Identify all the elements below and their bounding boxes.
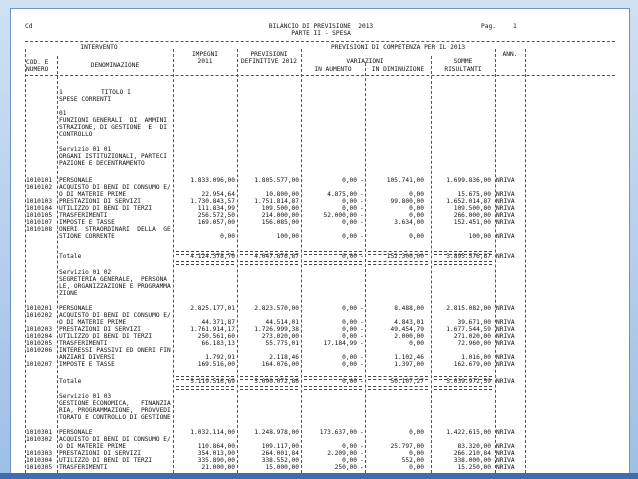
rule-v xyxy=(25,49,26,473)
row-value-som: 100,00 xyxy=(468,233,491,240)
row-value-som: 1.677.544,59 xyxy=(446,326,491,333)
row-dash: - xyxy=(360,212,364,219)
row-dash: - xyxy=(360,340,364,347)
row-dash: - xyxy=(360,354,364,361)
row-value-prev: 10.800,00 xyxy=(265,191,299,198)
col-cod: COD. E xyxy=(26,59,49,66)
row-value-dim: 2.000,00 xyxy=(394,333,424,340)
row-code: 1010305 xyxy=(26,464,53,471)
servizio-line: TORATO E CONTROLLO DI GESTIONE xyxy=(59,414,171,421)
total-value-aum: 0,00 xyxy=(342,253,357,260)
row-value-som: 109.500,00 xyxy=(453,205,491,212)
total-value-prev: 4.047.876,87 xyxy=(254,253,299,260)
rule-v xyxy=(57,56,58,473)
bottom-bar xyxy=(0,473,638,479)
row-value-prev: 1.726.999,38 xyxy=(254,326,299,333)
total-rule xyxy=(434,376,492,380)
row-dash: - xyxy=(360,457,364,464)
rule-v xyxy=(237,49,238,473)
row-value-som: 72.960,00 xyxy=(457,340,491,347)
servizio-line: ZIONE xyxy=(59,290,78,297)
row-code: 1010206 xyxy=(26,347,53,354)
row-value-aum: 17.184,99 xyxy=(323,340,357,347)
row-value-prev: 2.823.570,00 xyxy=(254,305,299,312)
row-description: ONERI STRAORDINARI DELLA GE xyxy=(59,226,171,233)
row-value-imp: 21.000,00 xyxy=(201,464,235,471)
total-rule xyxy=(240,376,298,380)
row-description: TRASFERIMENTI xyxy=(59,340,108,347)
row-ann: NRIVA xyxy=(496,191,515,198)
row-ann: NRIVA xyxy=(496,212,515,219)
funzione-line: STRAZIONE, DI GESTIONE E DI xyxy=(59,124,168,131)
row-ann: NRIVA xyxy=(496,305,515,312)
row-ann: NRIVA xyxy=(496,219,515,226)
row-dash: - xyxy=(360,378,364,385)
row-value-imp: 1.833.096,00 xyxy=(190,177,235,184)
total-rule xyxy=(434,261,492,265)
funzione-line: CONTROLLO xyxy=(59,131,93,138)
total-value-som: 3.895.576,87 xyxy=(446,253,491,260)
total-rule xyxy=(240,261,298,265)
row-value-aum: 4.875,00 xyxy=(327,191,357,198)
row-value-som: 266.000,00 xyxy=(453,212,491,219)
total-rule xyxy=(368,386,428,390)
row-code: 1010204 xyxy=(26,333,53,340)
row-dash: - xyxy=(360,305,364,312)
report-title: BILANCIO DI PREVISIONE 2013 xyxy=(268,23,374,30)
row-value-imp: 1.761.914,17 xyxy=(190,326,235,333)
row-value-som: 2.815.082,00 xyxy=(446,305,491,312)
row-value-aum: 0,00 xyxy=(342,177,357,184)
row-value-imp: 110.864,00 xyxy=(197,443,235,450)
row-value-aum: 52.000,00 xyxy=(323,212,357,219)
row-value-dim: 4.843,01 xyxy=(394,319,424,326)
col-risultanti: RISULTANTI xyxy=(444,66,482,73)
row-value-aum: 0,00 xyxy=(342,333,357,340)
servizio-line: RIA, PROGRAMMAZIONE, PROVVEDI xyxy=(59,407,171,414)
total-rule xyxy=(368,251,428,255)
total-rule xyxy=(176,251,234,255)
row-value-imp: 111.834,99 xyxy=(197,205,235,212)
row-ann: NRIVA xyxy=(496,205,515,212)
row-ann: NRIVA xyxy=(496,361,515,368)
row-value-aum: 0,00 xyxy=(342,205,357,212)
rule-v xyxy=(525,49,526,473)
row-description: O DI MATERIE PRIME xyxy=(59,443,127,450)
row-value-prev: 214.000,00 xyxy=(261,212,299,219)
row-value-dim: 552,00 xyxy=(401,457,424,464)
row-dash: - xyxy=(360,450,364,457)
row-value-som: 39.671,00 xyxy=(457,319,491,326)
report-subtitle: PARTE II - SPESA xyxy=(291,30,351,37)
servizio-line: SEGRETERIA GENERALE, PERSONA xyxy=(59,276,168,283)
total-rule xyxy=(240,386,298,390)
row-value-dim: 0,00 xyxy=(409,340,424,347)
col-impegni: IMPEGNI xyxy=(191,51,219,58)
header-rule-bottom xyxy=(25,75,615,76)
row-description: UTILIZZO DI BENI DI TERZI xyxy=(59,205,153,212)
row-description: PERSONALE xyxy=(59,177,93,184)
row-code: 1010101 xyxy=(26,177,53,184)
row-description: PRESTAZIONI DI SERVIZI xyxy=(59,450,141,457)
row-ann: NRIVA xyxy=(496,464,515,471)
row-ann: NRIVA xyxy=(496,443,515,450)
row-value-aum: 0,00 xyxy=(342,326,357,333)
servizio-line: ORGANI ISTITUZIONALI, PARTECI xyxy=(59,153,168,160)
row-description: ACQUISTO DI BENI DI CONSUMO E/ xyxy=(59,184,171,191)
row-value-aum: 250,00 xyxy=(334,464,357,471)
row-value-prev: 109.117,00 xyxy=(261,443,299,450)
total-ann: NRIVA xyxy=(496,378,515,385)
total-rule xyxy=(176,386,234,390)
row-dash: - xyxy=(360,205,364,212)
row-ann: NRIVA xyxy=(496,177,515,184)
row-code: 1010201 xyxy=(26,305,53,312)
col-denominazione: DENOMINAZIONE xyxy=(90,62,140,69)
row-description: PERSONALE xyxy=(59,305,93,312)
row-value-prev: 55.775,01 xyxy=(265,340,299,347)
row-dash: - xyxy=(360,319,364,326)
total-label: Totale xyxy=(59,378,82,385)
total-value-dim: 50.107,27 xyxy=(390,378,424,385)
row-value-som: 1.652.014,87 xyxy=(446,198,491,205)
row-description: PRESTAZIONI DI SERVIZI xyxy=(59,326,141,333)
row-code: 1010105 xyxy=(26,212,53,219)
row-code: 1010104 xyxy=(26,205,53,212)
total-rule xyxy=(304,376,362,380)
row-dash: - xyxy=(360,219,364,226)
row-value-imp: 1.792,91 xyxy=(205,354,235,361)
row-value-prev: 1.248.978,00 xyxy=(254,429,299,436)
row-value-prev: 156.085,00 xyxy=(261,219,299,226)
report-code: Cd xyxy=(25,23,33,30)
row-value-dim: 8.488,00 xyxy=(394,305,424,312)
total-rule xyxy=(368,261,428,265)
row-value-imp: 0,00 xyxy=(220,233,235,240)
row-value-imp: 22.954,64 xyxy=(201,191,235,198)
row-value-aum: 0,00 xyxy=(342,219,357,226)
row-code: 1010302 xyxy=(26,436,53,443)
header-rule-top xyxy=(25,41,615,42)
col-in-aumento: IN AUMENTO xyxy=(314,66,352,73)
row-description: STIONE CORRENTE xyxy=(59,233,115,240)
row-value-dim: 1.102,46 xyxy=(394,354,424,361)
servizio-heading: Servizio 01 02 xyxy=(59,269,112,276)
total-value-som: 5.039.972,59 xyxy=(446,378,491,385)
row-description: ACQUISTO DI BENI DI CONSUMO E/ xyxy=(59,312,171,319)
total-value-dim: 152.300,00 xyxy=(386,253,424,260)
row-code: 1010102 xyxy=(26,184,53,191)
row-code: 1010301 xyxy=(26,429,53,436)
row-code: 1010107 xyxy=(26,219,53,226)
row-value-dim: 1.397,00 xyxy=(394,361,424,368)
row-value-prev: 15.000,00 xyxy=(265,464,299,471)
col-intervento: INTERVENTO xyxy=(80,44,118,51)
funzione-number: 01 xyxy=(59,110,67,117)
row-code: 1010303 xyxy=(26,450,53,457)
total-value-prev: 5.090.072,86 xyxy=(254,378,299,385)
row-description: IMPOSTE E TASSE xyxy=(59,361,115,368)
row-description: INTERESSI PASSIVI ED ONERI FIN xyxy=(59,347,171,354)
row-dash: - xyxy=(360,443,364,450)
col-somme: SOMME xyxy=(453,58,473,65)
col-previsioni: PREVISIONI xyxy=(250,51,288,58)
row-value-som: 83.320,00 xyxy=(457,443,491,450)
row-description: PRESTAZIONI DI SERVIZI xyxy=(59,198,141,205)
col-in-diminuzione: IN DIMINUZIONE xyxy=(371,66,425,73)
row-code: 1010202 xyxy=(26,312,53,319)
row-ann: NRIVA xyxy=(496,340,515,347)
row-value-aum: 0,00 xyxy=(342,233,357,240)
servizio-line: GESTIONE ECONOMICA, FINANZIA xyxy=(59,400,171,407)
row-dash: - xyxy=(360,177,364,184)
row-code: 1010103 xyxy=(26,198,53,205)
servizio-heading: Servizio 01 03 xyxy=(59,393,112,400)
row-value-imp: 169.516,00 xyxy=(197,361,235,368)
row-value-som: 152.451,00 xyxy=(453,219,491,226)
total-rule xyxy=(304,386,362,390)
row-value-imp: 335.890,00 xyxy=(197,457,235,464)
row-value-imp: 256.572,50 xyxy=(197,212,235,219)
row-description: UTILIZZO DI BENI DI TERZI xyxy=(59,457,153,464)
row-description: PERSONALE xyxy=(59,429,93,436)
total-rule xyxy=(240,251,298,255)
rule-v xyxy=(495,49,496,473)
row-value-prev: 1.751.814,87 xyxy=(254,198,299,205)
row-value-dim: 0,00 xyxy=(409,205,424,212)
row-value-som: 162.679,00 xyxy=(453,361,491,368)
total-value-aum: 0,00 xyxy=(342,378,357,385)
row-value-som: 271.020,00 xyxy=(453,333,491,340)
row-value-aum: 173.637,00 xyxy=(319,429,357,436)
row-value-prev: 338.552,00 xyxy=(261,457,299,464)
row-code: 1010205 xyxy=(26,340,53,347)
total-rule xyxy=(176,376,234,380)
row-value-prev: 264.001,84 xyxy=(261,450,299,457)
row-dash: - xyxy=(360,429,364,436)
rule-v xyxy=(173,49,174,473)
row-ann: NRIVA xyxy=(496,319,515,326)
row-description: UTILIZZO DI BENI DI TERZI xyxy=(59,333,153,340)
row-value-prev: 2.118,46 xyxy=(269,354,299,361)
rule-v xyxy=(365,63,366,473)
row-value-dim: 99.800,00 xyxy=(390,198,424,205)
row-value-som: 1.422.615,00 xyxy=(446,429,491,436)
row-ann: NRIVA xyxy=(496,198,515,205)
col-variazioni: VARIAZIONI xyxy=(346,58,384,65)
row-value-dim: 105.741,00 xyxy=(386,177,424,184)
row-code: 1010203 xyxy=(26,326,53,333)
row-value-aum: 0,00 xyxy=(342,198,357,205)
total-ann: NRIVA xyxy=(496,253,515,260)
servizio-line: PAZIONE E DECENTRAMENTO xyxy=(59,160,145,167)
row-description: ANZIARI DIVERSI xyxy=(59,354,115,361)
row-value-prev: 273.020,00 xyxy=(261,333,299,340)
row-value-dim: 0,00 xyxy=(409,233,424,240)
row-value-imp: 1.730.843,57 xyxy=(190,198,235,205)
row-value-prev: 109.500,00 xyxy=(261,205,299,212)
page-number: 1 xyxy=(513,23,517,30)
row-value-prev: 164.076,00 xyxy=(261,361,299,368)
row-value-imp: 354.013,90 xyxy=(197,450,235,457)
titolo-heading: TITOLO I xyxy=(101,89,131,96)
row-description: IMPOSTE E TASSE xyxy=(59,219,115,226)
row-value-imp: 169.057,00 xyxy=(197,219,235,226)
row-value-som: 1.016,00 xyxy=(461,354,491,361)
total-rule xyxy=(304,251,362,255)
row-value-dim: 3.634,00 xyxy=(394,219,424,226)
row-ann: NRIVA xyxy=(496,457,515,464)
row-ann: NRIVA xyxy=(496,354,515,361)
row-value-dim: 0,00 xyxy=(409,212,424,219)
row-ann: NRIVA xyxy=(496,326,515,333)
rule-v xyxy=(301,49,302,473)
row-value-prev: 1.805.577,00 xyxy=(254,177,299,184)
spese-correnti-heading: SPESE CORRENTI xyxy=(59,96,112,103)
total-rule xyxy=(368,376,428,380)
row-value-dim: 0,00 xyxy=(409,464,424,471)
row-value-aum: 0,00 xyxy=(342,305,357,312)
total-value-imp: 5.119.516,69 xyxy=(190,378,235,385)
row-dash: - xyxy=(360,198,364,205)
row-code: 1010108 xyxy=(26,226,53,233)
row-value-imp: 250.561,60 xyxy=(197,333,235,340)
row-value-aum: 2.209,00 xyxy=(327,450,357,457)
row-value-dim: 0,00 xyxy=(409,191,424,198)
row-value-aum: 0,00 xyxy=(342,443,357,450)
row-dash: - xyxy=(360,464,364,471)
total-rule xyxy=(434,251,492,255)
col-competenza: PREVISIONI DI COMPETENZA PER IL 2013 xyxy=(330,44,466,51)
row-value-som: 1.699.836,00 xyxy=(446,177,491,184)
row-value-prev: 44.514,01 xyxy=(265,319,299,326)
row-dash: - xyxy=(360,253,364,260)
titolo-number: 1 xyxy=(59,89,63,96)
row-value-aum: 0,00 xyxy=(342,457,357,464)
page-label: Pag. xyxy=(481,23,496,30)
servizio-line: LE, ORGANIZZAZIONE E PROGRAMMA xyxy=(59,283,171,290)
row-dash: - xyxy=(360,333,364,340)
row-dash: - xyxy=(360,191,364,198)
total-rule xyxy=(304,261,362,265)
row-value-som: 266.210,84 xyxy=(453,450,491,457)
servizio-heading: Servizio 01 01 xyxy=(59,146,112,153)
row-dash: - xyxy=(360,361,364,368)
row-value-aum: 0,00 xyxy=(342,319,357,326)
row-ann: NRIVA xyxy=(496,233,515,240)
col-numero: NUMERO xyxy=(26,66,49,73)
row-value-imp: 66.183,13 xyxy=(201,340,235,347)
row-value-dim: 49.454,79 xyxy=(390,326,424,333)
row-ann: NRIVA xyxy=(496,450,515,457)
row-value-imp: 44.371,87 xyxy=(201,319,235,326)
row-ann: NRIVA xyxy=(496,429,515,436)
document-page xyxy=(10,8,630,474)
row-value-som: 15.675,00 xyxy=(457,191,491,198)
col-impegni-year: 2011 xyxy=(197,58,213,65)
total-rule xyxy=(434,386,492,390)
row-code: 1010207 xyxy=(26,361,53,368)
row-value-som: 15.250,00 xyxy=(457,464,491,471)
col-previsioni-def: DEFINITIVE 2012 xyxy=(241,58,297,65)
row-value-aum: 0,00 xyxy=(342,354,357,361)
col-ann: ANN. xyxy=(502,51,518,58)
total-value-imp: 4.124.378,70 xyxy=(190,253,235,260)
total-rule xyxy=(176,261,234,265)
total-label: Totale xyxy=(59,253,82,260)
row-value-som: 338.000,00 xyxy=(453,457,491,464)
row-value-imp: 2.825.177,01 xyxy=(190,305,235,312)
row-dash: - xyxy=(360,233,364,240)
rule-v xyxy=(431,56,432,473)
row-description: O DI MATERIE PRIME xyxy=(59,191,127,198)
row-value-imp: 1.032.114,00 xyxy=(190,429,235,436)
row-dash: - xyxy=(360,326,364,333)
row-value-dim: 0,00 xyxy=(409,429,424,436)
row-value-dim: 25.797,00 xyxy=(390,443,424,450)
row-ann: NRIVA xyxy=(496,333,515,340)
row-code: 1010304 xyxy=(26,457,53,464)
row-description: TRASFERIMENTI xyxy=(59,212,108,219)
funzione-line: FUNZIONI GENERALI DI AMMINI xyxy=(59,117,168,124)
row-description: O DI MATERIE PRIME xyxy=(59,319,127,326)
row-description: ACQUISTO DI BENI DI CONSUMO E/ xyxy=(59,436,171,443)
row-value-aum: 0,00 xyxy=(342,361,357,368)
row-description: TRASFERIMENTI xyxy=(59,464,108,471)
row-value-dim: 0,00 xyxy=(409,450,424,457)
row-value-prev: 100,00 xyxy=(276,233,299,240)
